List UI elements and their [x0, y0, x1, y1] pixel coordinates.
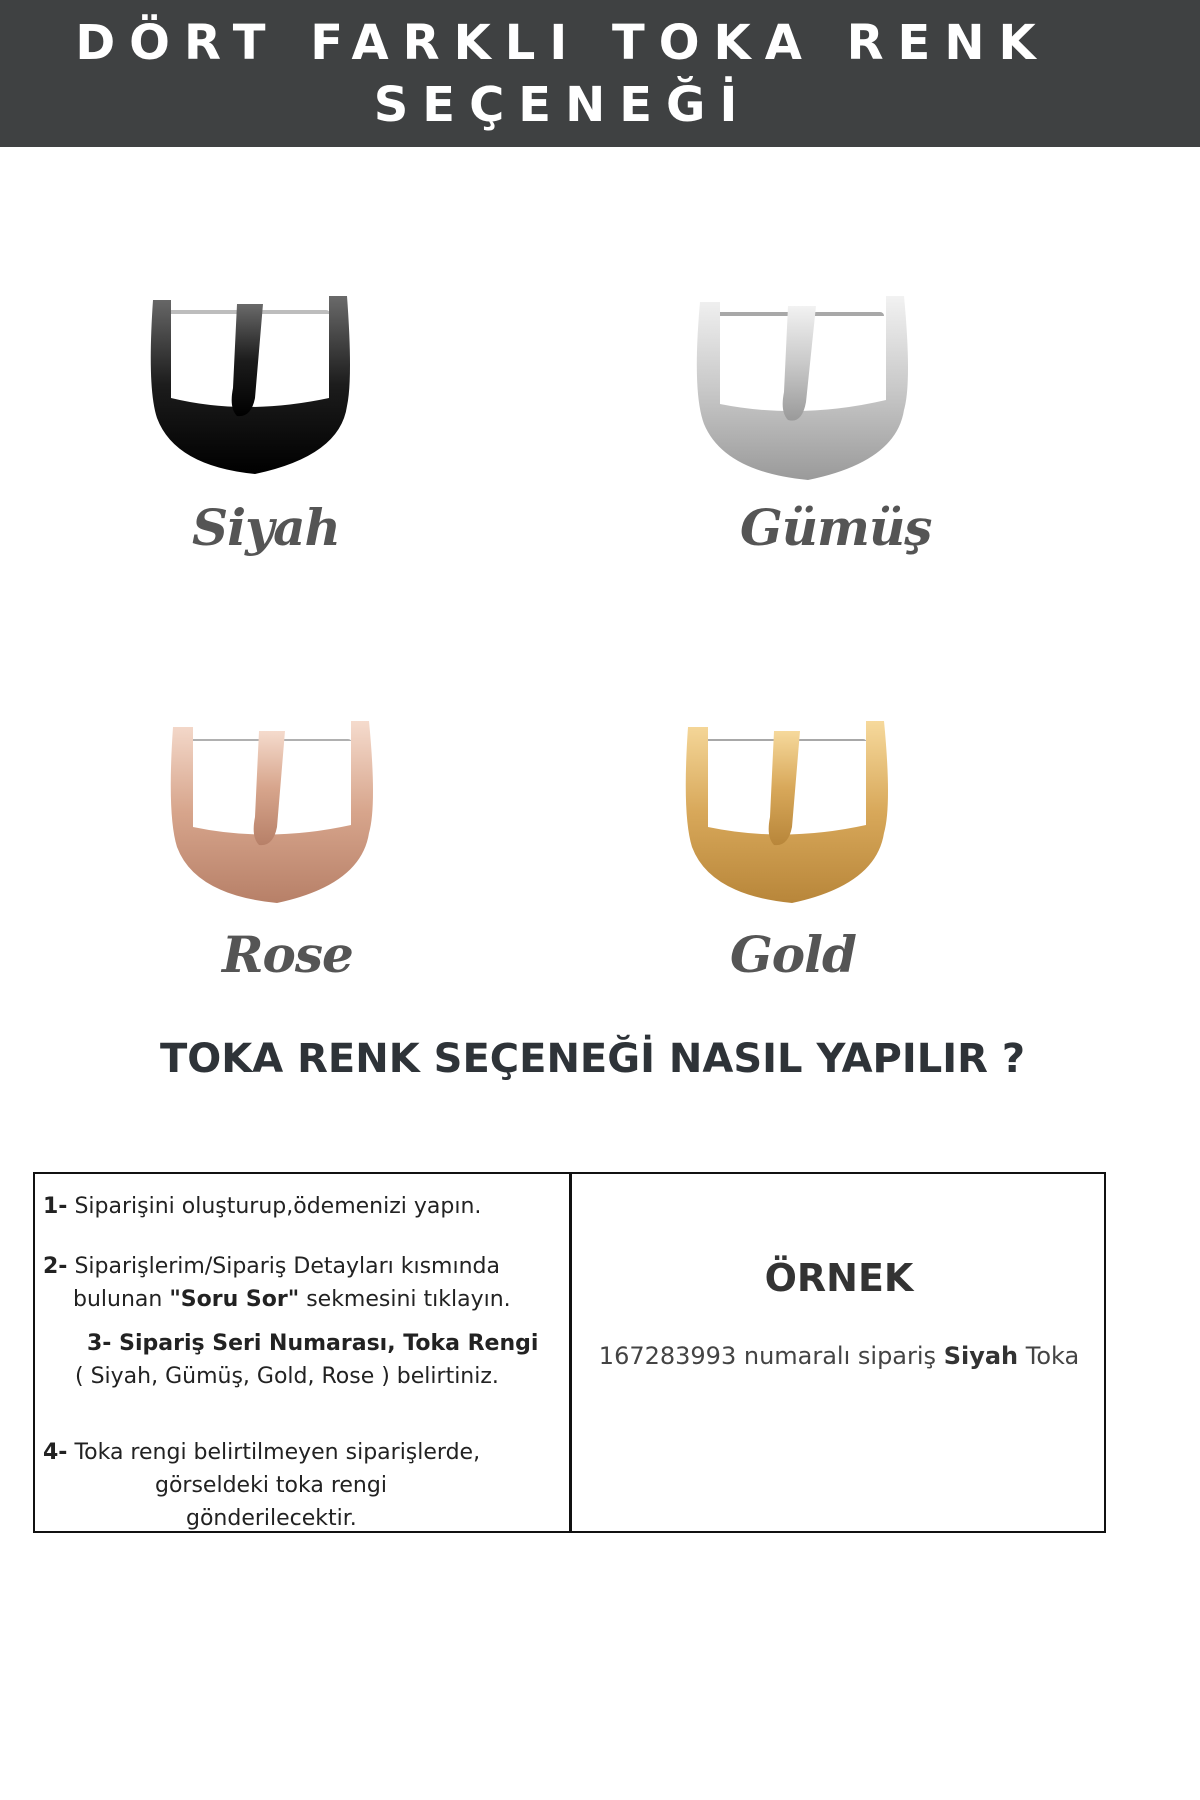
step-1: [43, 1190, 481, 1223]
step-1-text: Siparişini oluşturup,ödemenizi yapın.: [67, 1194, 482, 1219]
step-3-number: 3-: [87, 1331, 112, 1356]
howto-heading: TOKA RENK SEÇENEĞİ NASIL YAPILIR ?: [159, 1036, 1026, 1082]
color-label-rose: Rose: [222, 925, 353, 984]
color-label-gumus: Gümüş: [740, 498, 932, 557]
step-4-number: 4-: [43, 1440, 68, 1465]
step-3-line2: ( Siyah, Gümüş, Gold, Rose ) belirtiniz.: [75, 1364, 499, 1389]
step-4-line3: gönderilecektir.: [186, 1506, 357, 1531]
example-text-color: Siyah: [943, 1342, 1019, 1370]
step-4-line2: görseldeki toka rengi: [155, 1473, 387, 1498]
step-2-line2c: sekmesini tıklayın.: [299, 1287, 511, 1312]
page-title: DÖRT FARKLI TOKA RENK SEÇENEĞİ: [75, 15, 1050, 133]
buckle-rose-image: [165, 715, 385, 905]
color-label-gold: Gold: [730, 925, 857, 984]
step-3-line1: Sipariş Seri Numarası, Toka Rengi: [111, 1331, 539, 1356]
step-2-number: 2-: [43, 1254, 68, 1279]
step-4-line1: Toka rengi belirtilmeyen siparişlerde,: [67, 1440, 481, 1465]
step-4: [43, 1436, 563, 1535]
buckle-black-image: [145, 288, 365, 478]
instruction-table: [33, 1172, 1106, 1533]
step-2-line2a: bulunan: [73, 1287, 170, 1312]
header-banner: [0, 0, 1200, 147]
step-3: [75, 1327, 538, 1393]
buckle-gold-image: [680, 715, 900, 905]
step-2: [43, 1250, 511, 1316]
step-2-line1: Siparişlerim/Sipariş Detayları kısmında: [67, 1254, 500, 1279]
step-1-number: 1-: [43, 1194, 68, 1219]
example-text: [572, 1342, 1106, 1370]
example-title: ÖRNEK: [764, 1256, 914, 1300]
example-text-after: Toka: [1018, 1342, 1080, 1370]
color-label-siyah: Siyah: [192, 498, 340, 557]
step-2-ask-tab: "Soru Sor": [169, 1287, 300, 1312]
example-text-before: 167283993 numaralı sipariş: [598, 1342, 944, 1370]
buckle-silver-image: [690, 288, 920, 483]
